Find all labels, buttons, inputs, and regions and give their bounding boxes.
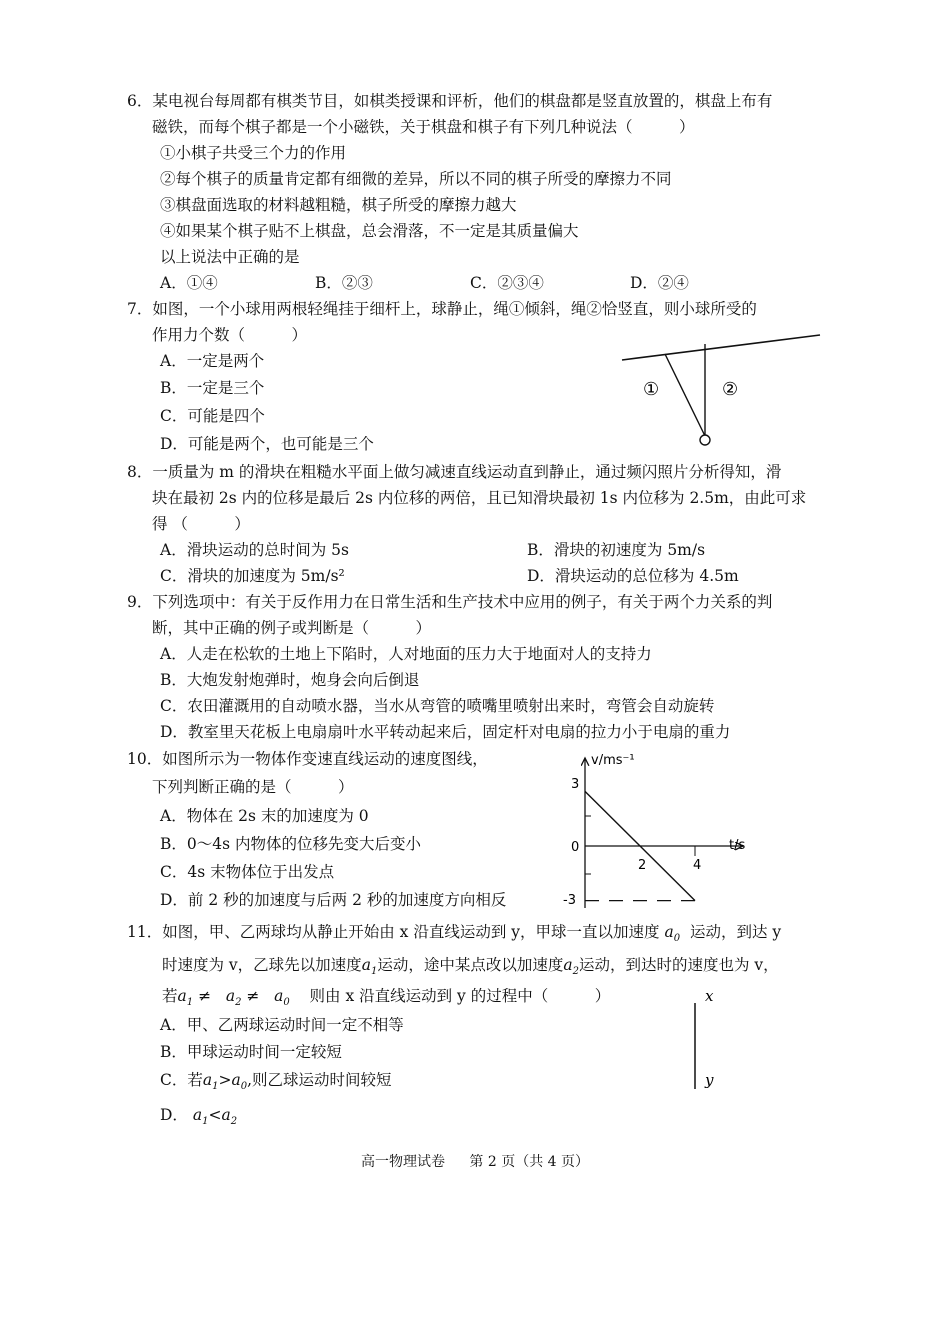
q11-option-c-b: ,则乙球运动时间较短: [247, 1071, 392, 1089]
q9-line-1: 9．下列选项中：有关于反作用力在日常生活和生产技术中应用的例子，有关于两个力关系的判: [127, 593, 773, 611]
q7-rope-figure: [610, 330, 830, 450]
q8-line-1: 8．一质量为 m 的滑块在粗糙水平面上做匀减速直线运动直到静止，通过频闪照片分析得知，滑: [127, 463, 782, 481]
chart-y-axis-label: v/ms⁻¹: [591, 753, 635, 768]
q11-line-1: [127, 922, 781, 949]
q10-option-a: A．物体在 2s 末的加速度为 0: [160, 807, 369, 825]
q8-option-b: B．滑块的初速度为 5m/s: [527, 541, 706, 559]
chart-x-axis-label: t/s: [729, 838, 746, 853]
q11-line-2: [162, 955, 779, 982]
q11-line-1b: 运动，到达 y: [689, 923, 782, 941]
q8-option-c: C．滑块的加速度为 5m/s²: [160, 567, 345, 585]
q7-rod: [622, 335, 820, 360]
q8-line-2: 块在最初 2s 内的位移是最后 2s 内位移的两倍，且已知滑块最初 1s 内位移为 2.5m，由此可求: [152, 489, 807, 507]
q11-point-y: y: [705, 1071, 714, 1089]
q7-label-rope-1: ①: [643, 379, 660, 400]
q11-option-b: B．甲球运动时间一定较短: [160, 1043, 342, 1061]
q11-line-2c: 运动，到达时的速度也为 v，: [578, 956, 779, 974]
q10-option-d: D．前 2 秒的加速度与后两 2 秒的加速度方向相反: [160, 891, 507, 909]
q11-point-x: x: [705, 987, 714, 1005]
q10-option-c: C．4s 末物体位于出发点: [160, 863, 335, 881]
q6-statement-2: ②每个棋子的质量肯定都有细微的差异，所以不同的棋子所受的摩擦力不同: [160, 170, 672, 188]
page-footer: [0, 1153, 950, 1171]
q7-option-b: B．一定是三个: [160, 379, 265, 397]
q11-a2: $a_2$: [563, 956, 579, 978]
q6-line-1: 6．某电视台每周都有棋类节目，如棋类授课和评析，他们的棋盘都是竖直放置的，棋盘上布有: [127, 92, 773, 110]
q11-line-3b: 则由 x 沿直线运动到 y 的过程中（ ）: [309, 987, 611, 1005]
q11-option-d-label: D．: [160, 1106, 188, 1124]
footer-page-number: 第 2 页（共 4 页）: [469, 1154, 590, 1170]
q9-option-c: C．农田灌溉用的自动喷水器，当水从弯管的喷嘴里喷射出来时，弯管会自动旋转: [160, 697, 715, 715]
q6-prompt: 以上说法中正确的是: [160, 248, 300, 266]
q11-a1: $a_1$: [361, 956, 378, 978]
chart-x-tick-4: 4: [693, 858, 702, 873]
q6-statement-4: ④如果某个棋子贴不上棋盘，总会滑落，不一定是其质量偏大: [160, 222, 579, 240]
q6-statement-3: ③棋盘面选取的材料越粗糙，棋子所受的摩擦力越大: [160, 196, 517, 214]
q8-option-a: A．滑块运动的总时间为 5s: [160, 541, 349, 559]
q10-line-1: 10．如图所示为一物体作变速直线运动的速度图线，: [127, 750, 488, 768]
q11-line-3a: 若: [162, 987, 178, 1005]
q7-option-a: A．一定是两个: [160, 352, 265, 370]
q10-option-b: B．0～4s 内物体的位移先变大后变小: [160, 835, 421, 853]
q7-label-rope-2: ②: [722, 379, 739, 400]
q11-option-c-a: C．若: [160, 1071, 203, 1089]
chart-x-tick-2: 2: [638, 858, 647, 873]
q6-option-c: C．②③④: [470, 274, 544, 292]
q9-line-2: 断，其中正确的例子或判断是（ ）: [152, 619, 432, 637]
q11-line-2b: 运动，途中某点改以加速度: [377, 956, 564, 974]
q6-statement-1: ①小棋子共受三个力的作用: [160, 144, 347, 162]
q11-option-d: D． $a_1<a_2$: [160, 1106, 238, 1128]
q11-option-a: A．甲、乙两球运动时间一定不相等: [160, 1016, 404, 1034]
q11-path-figure: [685, 985, 725, 1095]
q11-line-3: 若$a_1 \ne a_2 \ne a_0$ 则由 x 沿直线运动到 y 的过程中（ ）: [162, 987, 611, 1009]
chart-y-tick-neg3: -3: [563, 893, 576, 908]
q7-option-d: D．可能是两个，也可能是三个: [160, 435, 374, 453]
chart-y-tick-0: 0: [571, 840, 580, 855]
q7-ball: [700, 435, 710, 445]
q6-option-b: B．②③: [315, 274, 373, 292]
q11-line-1a: 11．如图，甲、乙两球均从静止开始由 x 沿直线运动到 y，甲球一直以加速度: [127, 923, 660, 941]
q7-rope-1: [665, 354, 705, 436]
q6-line-2: 磁铁，而每个棋子都是一个小磁铁，关于棋盘和棋子有下列几种说法（ ）: [152, 118, 695, 136]
q9-option-b: B．大炮发射炮弹时，炮身会向后倒退: [160, 671, 420, 689]
q7-line-2: 作用力个数（ ）: [152, 326, 308, 344]
q9-option-a: A．人走在松软的土地上下陷时，人对地面的压力大于地面对人的支持力: [160, 645, 652, 663]
q6-option-d: D．②④: [630, 274, 689, 292]
q6-option-a: A．①④: [160, 274, 218, 292]
velocity-time-chart: [555, 748, 755, 918]
q8-line-3: 得 （ ）: [152, 515, 250, 533]
footer-title: 高一物理试卷: [360, 1154, 445, 1170]
q9-option-d: D．教室里天花板上电扇扇叶水平转动起来后，固定杆对电扇的拉力小于电扇的重力: [160, 723, 731, 741]
q7-option-c: C．可能是四个: [160, 407, 265, 425]
q11-option-c: C．若$a_1>a_0$,则乙球运动时间较短: [160, 1071, 392, 1093]
q10-line-2: 下列判断正确的是（ ）: [152, 778, 354, 796]
q7-line-1: 7．如图，一个小球用两根轻绳挂于细杆上，球静止，绳①倾斜，绳②恰竖直，则小球所受的: [127, 300, 757, 318]
q11-a0: $a_0$: [664, 923, 681, 945]
q11-line-2a: 时速度为 v，乙球先以加速度: [162, 956, 362, 974]
chart-y-tick-3: 3: [571, 777, 580, 792]
q8-option-d: D．滑块运动的总位移为 4.5m: [527, 567, 739, 585]
